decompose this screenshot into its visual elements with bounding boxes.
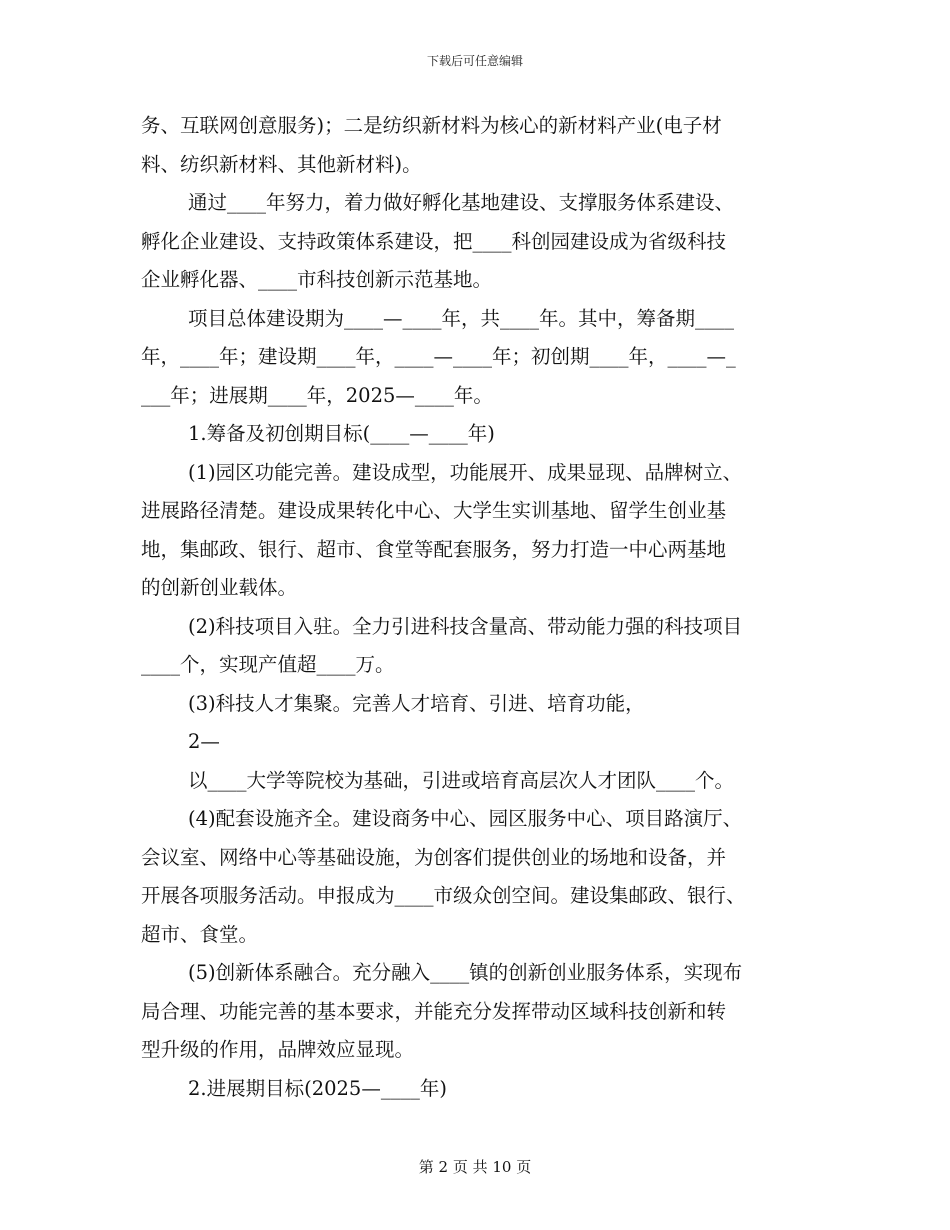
text-line: 企业孵化器、____市科技创新示范基地。 [141,268,493,291]
text-line: 局合理、功能完善的基本要求，并能充分发挥带动区域科技创新和转 [141,999,727,1023]
text-line: 型升级的作用，品牌效应显现。 [141,1038,415,1061]
text-line: 开展各项服务活动。申报成为____市级众创空间。建设集邮政、银行、 [141,884,746,907]
page-footer: 第 2 页 共 10 页 [418,1158,532,1176]
section-heading: 1.筹备及初创期目标(____—____年) [188,422,495,445]
text-line: 务、互联网创意服务)；二是纺织新材料为核心的新材料产业(电子材 [141,114,722,137]
text-line: (2)科技项目入驻。全力引进科技含量高、带动能力强的科技项目 [188,614,743,638]
text-line: 孵化企业建设、支持政策体系建设，把____科创园建设成为省级科技 [141,229,727,253]
text-line: 进展路径清楚。建设成果转化中心、大学生实训基地、留学生创业基 [141,499,727,522]
text-line: ____个，实现产值超____万。 [141,653,395,676]
text-line: 项目总体建设期为____—____年，共____年。其中，筹备期____ [188,306,735,330]
text-line: (5)创新体系融合。充分融入____镇的创新创业服务体系，实现布 [188,961,743,984]
text-line: 地，集邮政、银行、超市、食堂等配套服务，努力打造一中心两基地 [141,537,727,561]
text-line: (3)科技人才集聚。完善人才培育、引进、培育功能， [188,691,645,715]
text-line: 的创新创业载体。 [141,576,298,599]
text-line: ___年；进展期____年，2025—____年。 [141,383,493,407]
text-line: 以____大学等院校为基础，引进或培育高层次人才团队____个。 [188,768,735,792]
text-line: (1)园区功能完善。建设成型，功能展开、成果显现、品牌树立、 [188,460,743,484]
page-header: 下载后可任意编辑 [426,54,523,68]
page-break-marker: 2— [188,730,220,753]
section-heading: 2.进展期目标(2025—____年) [188,1076,447,1100]
text-line: 年，____年；建设期____年，____—____年；初创期____年，____—_ [141,345,736,368]
text-line: 料、纺织新材料、其他新材料)。 [141,152,422,176]
text-line: 超市、食堂。 [141,922,259,946]
text-line: 通过____年努力，着力做好孵化基地建设、支撑服务体系建设、 [188,191,735,214]
document-body [141,107,809,1108]
text-line: (4)配套设施齐全。建设商务中心、园区服务中心、项目路演厅、 [188,807,743,830]
text-line: 会议室、网络中心等基础设施，为创客们提供创业的场地和设备，并 [141,845,727,869]
